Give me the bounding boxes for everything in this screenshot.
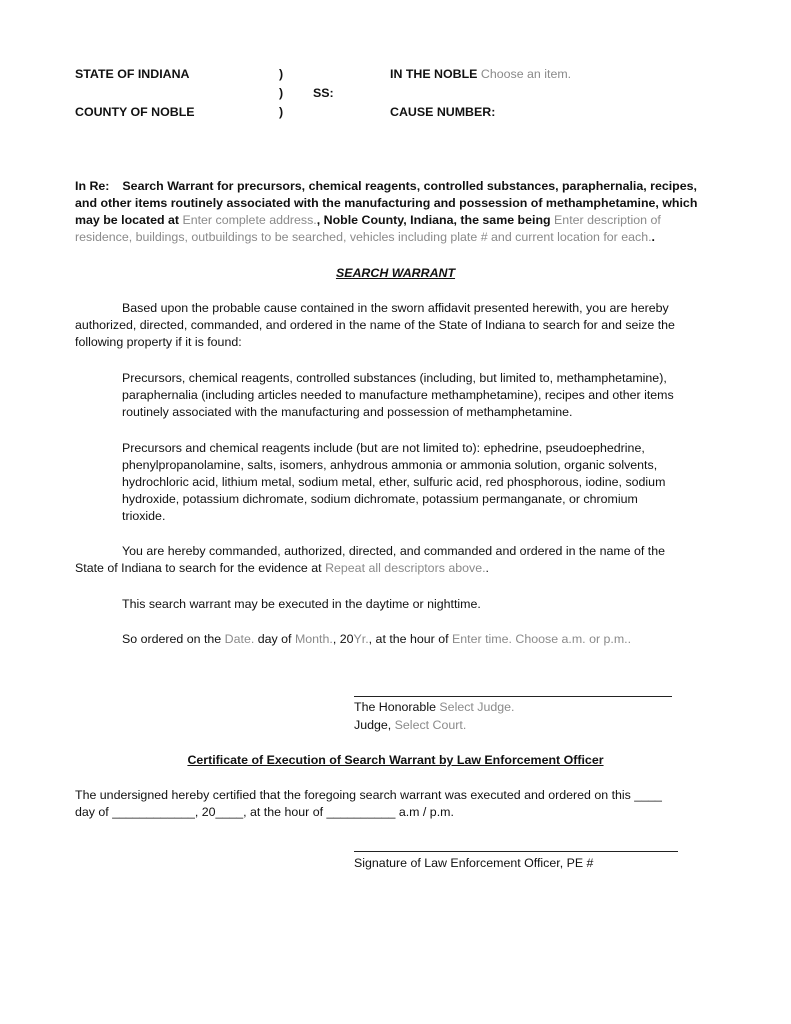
address-field[interactable]: Enter complete address. xyxy=(182,213,317,227)
description-field-b[interactable]: residence, buildings, outbuildings to be searched, vehicles including plate # and current location for each. xyxy=(75,230,652,244)
cause-number-label: CAUSE NUMBER: xyxy=(390,105,496,119)
certificate-line-2: day of ____________, 20____, at the hour of __________ a.m / p.m. xyxy=(75,805,454,819)
honorable-line: The Honorable Select Judge. xyxy=(354,700,515,714)
in-re-line-2: and other items routinely associated with the manufacturing and possession of methamphetamine, which xyxy=(75,196,698,210)
para1-line-3: following property if it is found: xyxy=(75,335,242,349)
para3-line-3: hydrochloric acid, lithium metal, sodium metal, ether, sulfuric acid, red phosphorous, iodine, sodium xyxy=(122,475,666,489)
para1-line-2: authorized, directed, commanded, and ordered in the name of the State of Indiana to search for and seize the xyxy=(75,318,675,332)
para4-line-2: State of Indiana to search for the evidence at Repeat all descriptors above.. xyxy=(75,561,489,575)
para2-line-2: paraphernalia (including articles needed to manufacture methamphetamine), recipes and other items xyxy=(122,388,674,402)
description-field-a[interactable]: Enter description of xyxy=(554,213,661,227)
officer-signature-line xyxy=(354,851,678,852)
para3-line-2: phenylpropanolamine, salts, isomers, anhydrous ammonia or ammonia solution, organic solvents, xyxy=(122,458,658,472)
county-label: COUNTY OF NOBLE xyxy=(75,105,195,119)
state-label: STATE OF INDIANA xyxy=(75,67,190,81)
certificate-line-1: The undersigned hereby certified that the foregoing search warrant was executed and ordered on this ____ xyxy=(75,788,662,802)
ordered-on-line: So ordered on the Date. day of Month., 20Yr., at the hour of Enter time. Choose a.m. or p.m.. xyxy=(122,632,632,646)
year-field[interactable]: Yr. xyxy=(353,632,369,646)
in-re-line-3: may be located at Enter complete address., Noble County, Indiana, the same being Enter description of xyxy=(75,213,661,227)
caption-paren-1: ) xyxy=(279,67,284,81)
ss-label: SS: xyxy=(313,86,334,100)
court-select-field-2[interactable]: Select Court. xyxy=(394,718,467,732)
caption-paren-3: ) xyxy=(279,105,284,119)
para3-line-5: trioxide. xyxy=(122,509,166,523)
court-heading xyxy=(390,66,571,83)
court-select-field[interactable]: Choose an item. xyxy=(480,67,572,81)
para5: This search warrant may be executed in the daytime or nighttime. xyxy=(122,597,481,611)
para4-line-1: You are hereby commanded, authorized, directed, and commanded and ordered in the name of the xyxy=(122,544,666,558)
court-prefix: IN THE NOBLE xyxy=(390,67,478,81)
para1-line-1: Based upon the probable cause contained in the sworn affidavit presented herewith, you are hereby xyxy=(122,301,669,315)
para2-line-3: routinely associated with the manufacturing and possession of methamphetamine. xyxy=(122,405,573,419)
para2-line-1: Precursors, chemical reagents, controlled substances (including, but limited to, methamphetamine), xyxy=(122,371,667,385)
search-warrant-title: SEARCH WARRANT xyxy=(335,266,456,280)
judge-signature-line xyxy=(354,696,672,697)
judge-court-line: Judge, Select Court. xyxy=(354,718,467,732)
descriptors-field[interactable]: Repeat all descriptors above. xyxy=(325,561,486,575)
judge-select-field[interactable]: Select Judge. xyxy=(439,700,515,714)
para3-line-4: hydroxide, potassium dichromate, sodium dichromate, potassium permanganate, or chromium xyxy=(122,492,638,506)
certificate-title: Certificate of Execution of Search Warrant by Law Enforcement Officer xyxy=(187,753,604,767)
in-re-label: In Re: xyxy=(75,179,110,193)
para3-line-1: Precursors and chemical reagents include (but are not limited to): ephedrine, pseudoephedrine, xyxy=(122,441,645,455)
caption-paren-2: ) xyxy=(279,86,284,100)
month-field[interactable]: Month. xyxy=(294,632,333,646)
time-field[interactable]: Enter time. Choose a.m. or p.m. xyxy=(452,632,628,646)
officer-signature-label: Signature of Law Enforcement Officer, PE # xyxy=(354,856,594,870)
in-re-line-4: residence, buildings, outbuildings to be searched, vehicles including plate # and current location for each.. xyxy=(75,230,655,244)
in-re-line-1: In Re: Search Warrant for precursors, chemical reagents, controlled substances, paraphernalia, recipes, xyxy=(75,179,697,193)
date-field[interactable]: Date. xyxy=(224,632,255,646)
